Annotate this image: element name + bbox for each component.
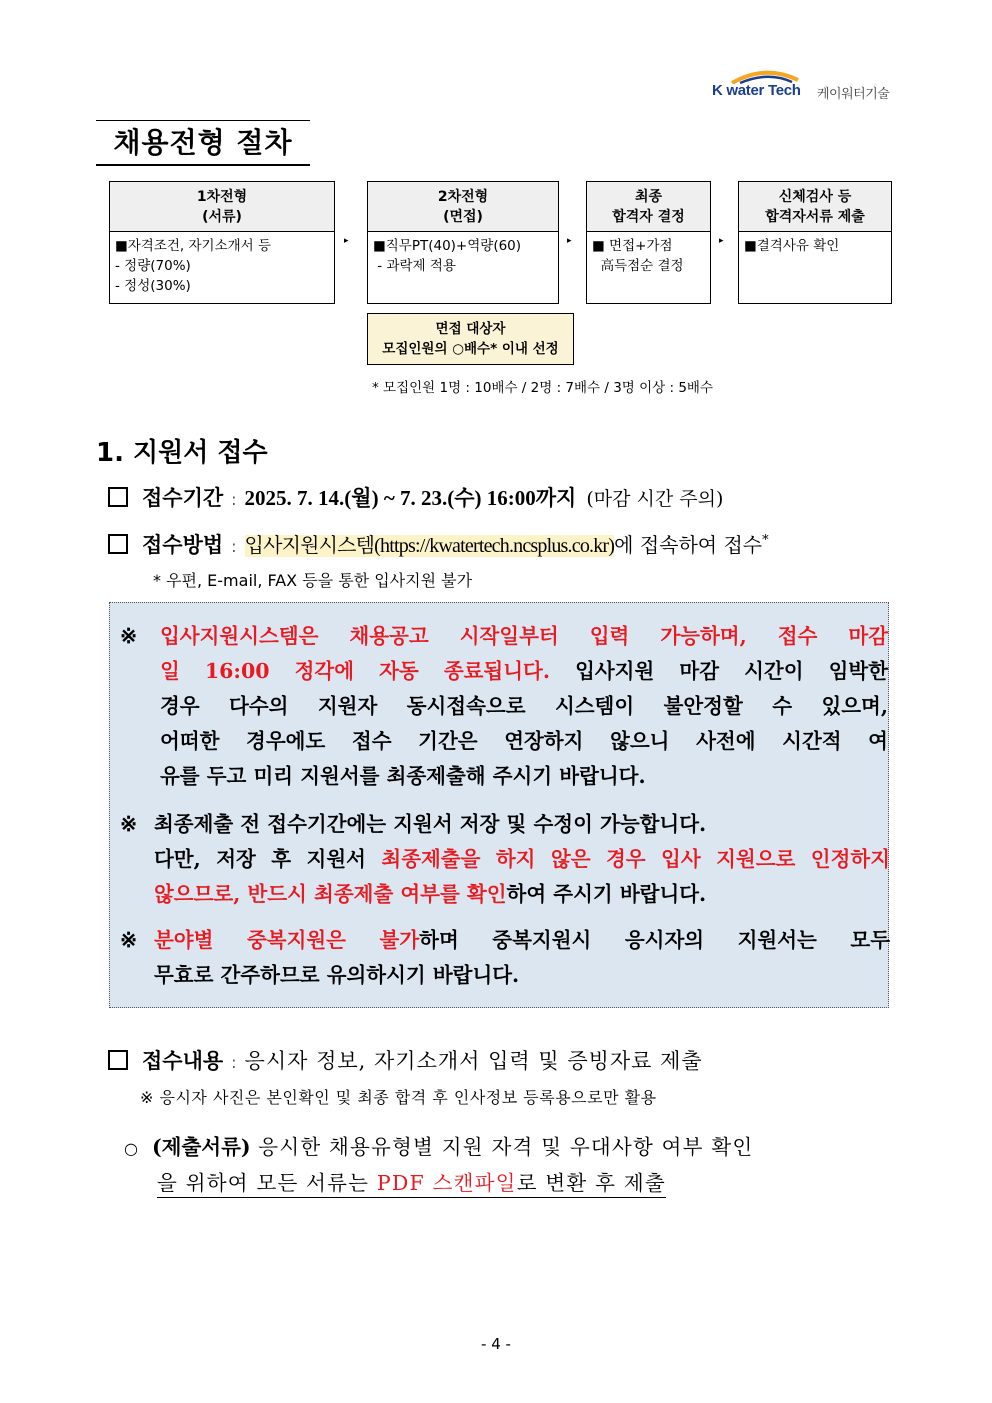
documents-text: 을 위하여 모든 서류는	[157, 1171, 377, 1195]
flow-step-header	[110, 182, 334, 232]
checkbox-square-icon	[108, 534, 128, 554]
documents-text: 응시한 채용유형별 지원 자격 및 우대사항 여부 확인	[250, 1135, 754, 1159]
flow-step-body	[110, 232, 334, 300]
flow-step-subtitle: 합격자 결정	[612, 208, 685, 225]
flow-step-header	[739, 182, 891, 232]
flow-step-line: ■직무PT(40)+역량(60)	[373, 238, 522, 254]
notice-line	[160, 654, 888, 689]
notice-text	[154, 842, 890, 877]
section-heading: 1. 지원서 접수	[96, 438, 268, 468]
flow-step-1	[109, 181, 335, 304]
content-value: 응시자 정보, 자기소개서 입력 및 증빙자료 제출	[244, 1049, 703, 1073]
flow-step-4	[738, 181, 892, 304]
company-logo	[712, 70, 912, 106]
flow-step-body	[739, 232, 891, 260]
notice-text	[154, 958, 890, 993]
page-number: - 4 -	[481, 1335, 511, 1353]
notice-black-text: 하며 중복지원시 응시자의 지원서는 모두	[419, 928, 890, 952]
method-value-rest: 에 접속하여 접수	[614, 533, 763, 557]
period-label: 접수기간	[142, 485, 224, 510]
notice-line: 입사지원시스템은 채용공고 시작일부터 입력 가능하며, 접수 마감	[160, 624, 888, 648]
flow-step-title: 최종	[634, 188, 663, 205]
circle-bullet-icon: ○	[124, 1139, 138, 1158]
flow-step-line: - 과락제 적용	[373, 258, 456, 274]
interview-note-box	[367, 313, 574, 365]
content-note: ※ 응시자 사진은 본인확인 및 최종 합격 후 인사정보 등록용으로만 활용	[140, 1088, 657, 1107]
flow-step-title: 신체검사 등	[778, 188, 852, 205]
reference-mark-icon: ※	[120, 624, 138, 648]
flow-step-line: ■ 면접+가점	[592, 238, 673, 254]
method-sup: *	[762, 533, 769, 548]
flow-step-subtitle: (면접)	[443, 208, 483, 225]
reference-mark-icon: ※	[120, 812, 138, 836]
documents-row	[124, 1130, 753, 1160]
apply-system-link[interactable]: 입사지원시스템(https://kwatertech.ncsplus.co.kr)	[244, 535, 615, 557]
company-name: 케이워터기술	[817, 87, 890, 102]
flow-step-header	[368, 182, 558, 232]
flow-step-subtitle: 합격자서류 제출	[765, 208, 865, 225]
notice-box	[109, 602, 889, 1008]
reference-mark-icon: ※	[120, 928, 138, 952]
notice-black-text: 다만, 저장 후 지원서	[154, 847, 382, 871]
checkbox-square-icon	[108, 1050, 128, 1070]
interview-note-line: 면접 대상자	[435, 321, 506, 337]
notice-text	[154, 923, 890, 958]
section-title: 채용전형 절차	[96, 120, 310, 166]
notice-red-text: 않으므로, 반드시 최종제출 여부를 확인	[154, 882, 507, 906]
flow-step-subtitle: (서류)	[202, 208, 242, 225]
flow-step-line: - 정성(30%)	[115, 278, 191, 294]
colon: :	[231, 490, 237, 509]
flow-step-header	[587, 182, 710, 232]
flow-step-line: - 정량(70%)	[115, 258, 191, 274]
documents-row-2	[157, 1166, 666, 1196]
content-row	[108, 1045, 703, 1075]
flow-step-line: ■자격조건, 자기소개서 등	[115, 238, 272, 254]
flow-step-title: 1차전형	[196, 188, 248, 205]
notice-black-text: 하여 주시기 바랍니다.	[506, 882, 707, 906]
documents-label: (제출서류)	[151, 1135, 251, 1159]
colon: :	[231, 1053, 237, 1072]
notice-line	[154, 842, 890, 877]
notice-line	[154, 923, 890, 958]
notice-line: 최종제출 전 접수기간에는 지원서 저장 및 수정이 가능합니다.	[154, 812, 707, 836]
flow-step-body	[587, 232, 710, 280]
period-value: 2025. 7. 14.(월) ~ 7. 23.(수) 16:00까지	[244, 486, 577, 510]
flow-step-title: 2차전형	[437, 188, 489, 205]
notice-red-text: 최종제출을 하지 않은 경우 입사 지원으로 인정하지	[381, 847, 890, 871]
interview-note-line: 모집인원의 ○배수* 이내 선정	[382, 341, 559, 357]
pdf-scan-file-text: PDF 스캔파일	[376, 1171, 517, 1195]
period-row	[108, 482, 723, 512]
flow-arrow-icon: ▸	[344, 236, 349, 246]
content-label: 접수내용	[142, 1048, 224, 1073]
notice-red-text: 일 16:00 정각에 자동 종료됩니다.	[160, 659, 550, 683]
notice-line: 경우 다수의 지원자 동시접속으로 시스템이 불안정할 수 있으며,	[160, 694, 888, 718]
period-note: (마감 시간 주의)	[586, 488, 724, 510]
documents-underlined	[157, 1171, 666, 1198]
checkbox-square-icon	[108, 487, 128, 507]
documents-text: 로 변환 후 제출	[516, 1171, 666, 1195]
flow-step-line: 高득점순 결정	[592, 258, 684, 274]
notice-line: 유를 두고 미리 지원서를 최종제출해 주시기 바랍니다.	[160, 764, 646, 788]
flow-step-3	[586, 181, 711, 304]
method-row	[108, 529, 769, 559]
notice-black-text: 입사지원 마감 시간이 임박한	[549, 659, 889, 683]
notice-line	[154, 877, 890, 912]
logo-text: K water Tech	[712, 82, 801, 99]
method-note: * 우편, E-mail, FAX 등을 통한 입사지원 불가	[153, 571, 473, 590]
flow-arrow-icon: ▸	[719, 236, 724, 246]
notice-red-text: 분야별 중복지원은 불가	[154, 928, 420, 952]
colon: :	[231, 537, 237, 556]
flow-arrow-icon: ▸	[567, 236, 572, 246]
notice-line: 무효로 간주하므로 유의하시기 바랍니다.	[154, 963, 520, 987]
multiplier-footnote: * 모집인원 1명 : 10배수 / 2명 : 7배수 / 3명 이상 : 5배수	[372, 380, 714, 396]
flow-step-line: ■결격사유 확인	[744, 238, 840, 254]
notice-text-last	[160, 759, 888, 794]
notice-text	[154, 807, 890, 842]
method-label: 접수방법	[142, 532, 224, 557]
notice-text	[160, 619, 888, 759]
flow-step-body	[368, 232, 558, 280]
notice-text	[154, 877, 890, 912]
notice-line: 어떠한 경우에도 접수 기간은 연장하지 않으니 사전에 시간적 여	[160, 729, 888, 753]
flow-step-2	[367, 181, 559, 304]
